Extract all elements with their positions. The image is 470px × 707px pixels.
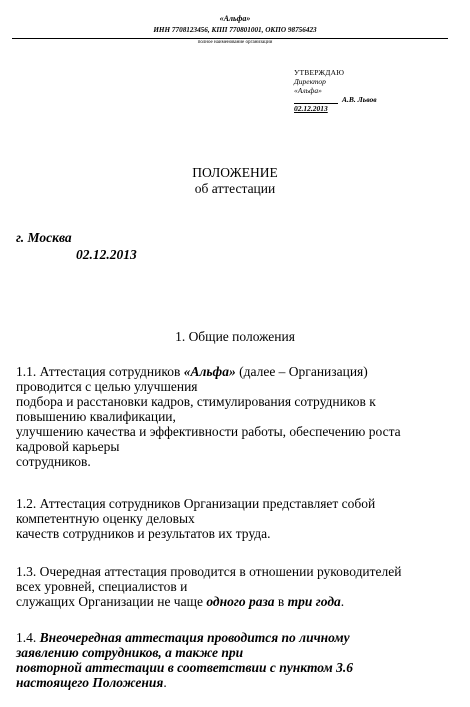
paragraph-line: проводится с целью улучшения: [16, 379, 198, 394]
company-name: «Альфа»: [183, 364, 236, 379]
section-heading: 1. Общие положения: [175, 329, 295, 344]
paragraph-1-2: [16, 496, 456, 541]
paragraph-line: 1.2. Аттестация сотрудников Организации представляет собой: [16, 496, 376, 511]
paragraph-line: компетентную оценку деловых: [16, 511, 195, 526]
approval-title: УТВЕРЖДАЮ: [294, 68, 345, 77]
emphasis-run: три года: [287, 594, 341, 609]
paragraph-line: [16, 675, 456, 690]
paragraph-line: повторной аттестации в соответствии с пунктом 3.6: [16, 660, 354, 675]
paragraph-line: подбора и расстановки кадров, стимулирования сотрудников к: [16, 394, 376, 409]
header-divider: [12, 38, 448, 39]
approval-date: 02.12.2013: [294, 104, 328, 113]
paragraph-1-3: [16, 564, 456, 609]
emphasis-run: одного раза: [206, 594, 275, 609]
paragraph-line: улучшению качества и эффективности работы, обеспечению роста: [16, 424, 401, 439]
text-run: (далее – Организация): [235, 364, 368, 379]
approval-signer: А.В. Львов: [342, 95, 377, 104]
document-title: ПОЛОЖЕНИЕ: [192, 165, 278, 180]
text-run: служащих Организации не чаще: [16, 594, 207, 609]
approval-block: [294, 68, 414, 113]
paragraph-line: [16, 594, 456, 609]
paragraph-line: сотрудников.: [16, 454, 91, 469]
emphasis-run: настоящего Положения: [16, 675, 164, 690]
paragraph-line: [16, 630, 456, 645]
text-run: .: [340, 594, 345, 609]
paragraph-line: кадровой карьеры: [16, 439, 120, 454]
organization-codes: ИНН 7708123456, КПП 770801001, ОКПО 98756423: [153, 26, 317, 34]
paragraph-line: всех уровней, специалистов и: [16, 579, 188, 594]
approval-company: «Альфа»: [294, 86, 322, 95]
organization-name: «Альфа»: [219, 14, 251, 23]
document-subtitle: об аттестации: [194, 181, 276, 196]
paragraph-1-4: [16, 630, 456, 690]
paragraph-line: качеств сотрудников и результатов их труда.: [16, 526, 271, 541]
paragraph-line: повышению квалификации,: [16, 409, 176, 424]
paragraph-1-1: [16, 364, 456, 469]
document-date: 02.12.2013: [76, 247, 137, 262]
text-run: .: [163, 675, 167, 690]
approval-signature-row: [294, 95, 414, 104]
paragraph-line: 1.3. Очередная аттестация проводится в отношении руководителей: [16, 564, 402, 579]
paragraph-line: [16, 364, 456, 379]
text-run: 1.1. Аттестация сотрудников: [16, 364, 184, 379]
emphasis-run: Внеочередная аттестация проводится по личному: [39, 630, 350, 645]
approval-position: Директор: [294, 77, 326, 86]
organization-caption: полное наименование организации: [197, 40, 273, 45]
document-city: г. Москва: [16, 230, 72, 245]
text-run: 1.4.: [16, 630, 40, 645]
paragraph-line: заявлению сотрудников, а также при: [16, 645, 244, 660]
signature-line: [294, 103, 338, 104]
text-run: в: [274, 594, 288, 609]
document-title-block: [0, 165, 470, 197]
